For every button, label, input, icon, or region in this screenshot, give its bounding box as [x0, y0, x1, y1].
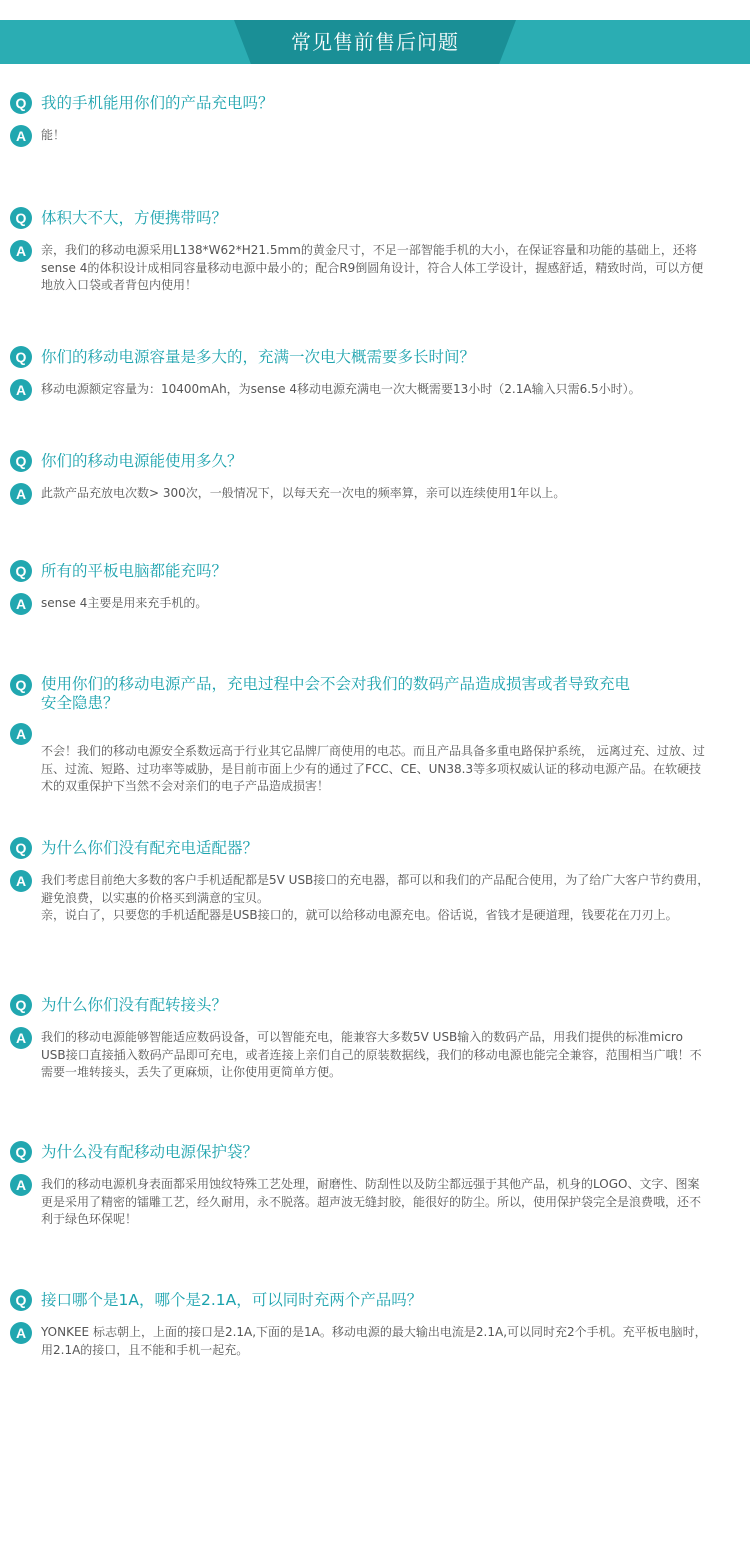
answer-text: 此款产品充放电次数> 300次，一般情况下，以每天充一次电的频率算，亲可以连续使用1年以上。: [41, 486, 566, 500]
answer-text: 我们的移动电源能够智能适应数码设备，可以智能充电，能兼容大多数5V USB输入的数码产品，用我们提供的标准micro USB接口直接插入数码产品即可充电，或者连接上亲们自己的原装数据线，我们的移动电源也能完全兼容，范围相当广哦！不需要一堆转接头，丢失了更麻烦，让你使用更简单方便。: [41, 1030, 702, 1079]
faq-answer: [10, 483, 710, 505]
faq-item: [10, 674, 710, 796]
faq-answer: [10, 125, 710, 147]
answer-text: 我们考虑目前绝大多数的客户手机适配都是5V USB接口的充电器，都可以和我们的产品配合使用，为了给广大客户节约费用，避免浪费，以实惠的价格买到满意的宝贝。 亲，说白了，只要您的手机适配器是USB接口的，就可以给移动电源充电。俗话说，省钱才是硬道理，钱要花在刀刃上。: [41, 873, 710, 922]
answer-text: 不会！我们的移动电源安全系数远高于行业其它品牌厂商使用的电芯。而且产品具备多重电路保护系统， 远离过充、过放、过压、过流、短路、过功率等威胁，是目前市面上少有的通过了FCC、CE、UN38.3等多项权威认证的移动电源产品。在软硬技术的双重保护下当然不会对亲们的电子产品造成损害！: [41, 744, 705, 793]
faq-item: [10, 92, 710, 147]
faq-answer: [10, 1027, 710, 1082]
answer-badge-icon: A: [10, 240, 32, 262]
faq-question: [10, 837, 710, 859]
question-text: 接口哪个是1A，哪个是2.1A，可以同时充两个产品吗？: [41, 1291, 423, 1309]
question-text: 为什么没有配移动电源保护袋？: [41, 1143, 259, 1161]
faq-item: [10, 346, 710, 401]
answer-badge-icon: A: [10, 593, 32, 615]
question-badge-icon: Q: [10, 207, 32, 229]
faq-answer: [10, 593, 710, 615]
faq-item: [10, 1289, 710, 1359]
answer-badge-icon: A: [10, 1322, 32, 1344]
faq-question: [10, 994, 710, 1016]
faq-question: [10, 207, 710, 229]
question-badge-icon: Q: [10, 674, 32, 696]
faq-answer: [10, 1174, 710, 1229]
question-badge-icon: Q: [10, 346, 32, 368]
answer-badge-icon: A: [10, 723, 32, 745]
question-text: 你们的移动电源能使用多久？: [41, 452, 243, 470]
answer-badge-icon: A: [10, 379, 32, 401]
faq-answer: [10, 240, 710, 295]
faq-answer: [10, 870, 710, 925]
faq-item: [10, 1141, 710, 1229]
faq-question: [10, 560, 710, 582]
question-text: 使用你们的移动电源产品，充电过程中会不会对我们的数码产品造成损害或者导致充电安全隐患？: [41, 675, 631, 712]
answer-text: 我们的移动电源机身表面都采用蚀纹特殊工艺处理，耐磨性、防刮性以及防尘都远强于其他产品，机身的LOGO、文字、图案更是采用了精密的镭雕工艺，经久耐用，永不脱落。超声波无缝封胶，能很好的防尘。所以，使用保护袋完全是浪费哦，还不利于绿色环保呢！: [41, 1177, 702, 1226]
answer-text: sense 4主要是用来充手机的。: [41, 596, 208, 610]
question-badge-icon: Q: [10, 1289, 32, 1311]
faq-answer: [10, 379, 710, 401]
question-text: 你们的移动电源容量是多大的，充满一次电大概需要多长时间？: [41, 348, 476, 366]
question-badge-icon: Q: [10, 450, 32, 472]
question-badge-icon: Q: [10, 994, 32, 1016]
answer-badge-icon: A: [10, 1174, 32, 1196]
question-badge-icon: Q: [10, 92, 32, 114]
faq-question: [10, 92, 710, 114]
question-badge-icon: Q: [10, 560, 32, 582]
answer-text: 亲，我们的移动电源采用L138*W62*H21.5mm的黄金尺寸，不足一部智能手机的大小，在保证容量和功能的基础上，还将sense 4的体积设计成相同容量移动电源中最小的；配合R9倒圆角设计，符合人体工学设计，握感舒适，精致时尚，可以方便地放入口袋或者背包内使用！: [41, 243, 704, 292]
question-text: 为什么你们没有配转接头？: [41, 996, 228, 1014]
faq-question: [10, 450, 710, 472]
answer-text: 移动电源额定容量为：10400mAh，为sense 4移动电源充满电一次大概需要13小时（2.1A输入只需6.5小时）。: [41, 382, 641, 396]
faq-item: [10, 994, 710, 1082]
question-text: 为什么你们没有配充电适配器？: [41, 839, 259, 857]
page-header: [0, 0, 750, 64]
answer-badge-icon: A: [10, 870, 32, 892]
answer-badge-icon: A: [10, 483, 32, 505]
faq-question: [10, 1289, 710, 1311]
answer-text: YONKEE 标志朝上，上面的接口是2.1A,下面的是1A。移动电源的最大输出电流是2.1A,可以同时充2个手机。充平板电脑时，用2.1A的接口，且不能和手机一起充。: [41, 1325, 707, 1357]
question-text: 我的手机能用你们的产品充电吗？: [41, 94, 274, 112]
answer-text: 能！: [41, 128, 66, 142]
faq-item: [10, 207, 710, 295]
question-badge-icon: Q: [10, 1141, 32, 1163]
answer-badge-icon: A: [10, 1027, 32, 1049]
faq-question: [10, 1141, 710, 1163]
question-text: 体积大不大，方便携带吗？: [41, 209, 228, 227]
faq-answer: [10, 1322, 710, 1359]
question-text: 所有的平板电脑都能充吗？: [41, 562, 228, 580]
faq-item: [10, 837, 710, 925]
question-badge-icon: Q: [10, 837, 32, 859]
faq-answer: [10, 685, 710, 796]
faq-item: [10, 560, 710, 615]
answer-badge-icon: A: [10, 125, 32, 147]
page-title: 常见售前售后问题: [291, 30, 459, 54]
faq-item: [10, 450, 710, 505]
faq-question: [10, 346, 710, 368]
